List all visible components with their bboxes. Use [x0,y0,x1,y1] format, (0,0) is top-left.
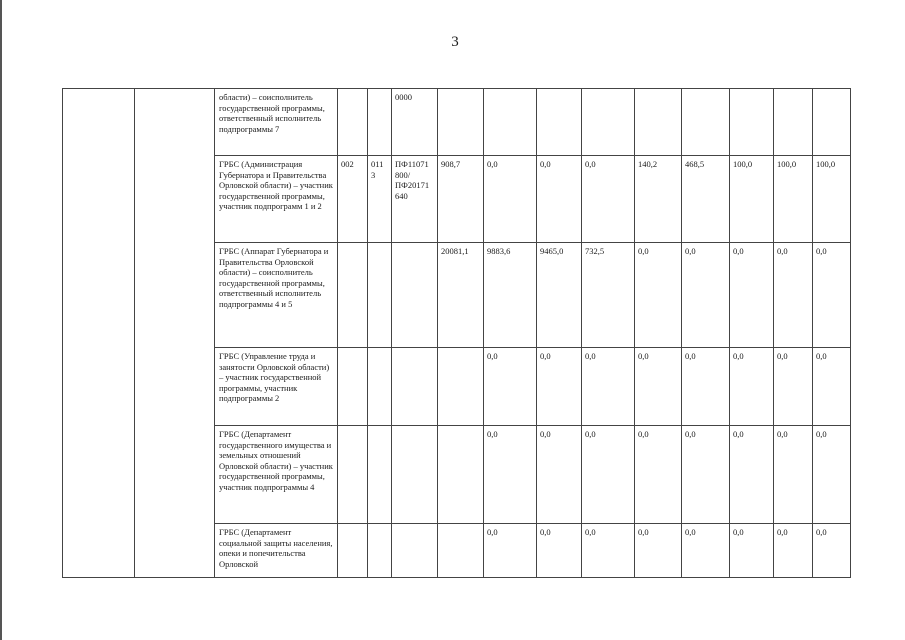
value-cell-9: 100,0 [813,156,851,243]
target-article-cell: ПФ11071 800/ ПФ20171 640 [392,156,438,243]
value-cell-8: 100,0 [774,156,813,243]
value-cell-9 [813,89,851,156]
executor-description-cell: области) – соисполнитель государственной программы, ответственный исполнитель подпрограммы 7 [215,89,338,156]
target-article-cell [392,243,438,348]
value-cell-7 [730,89,774,156]
executor-description-cell: ГРБС (Департамент социальной защиты населения, опеки и попечительства Орловской [215,524,338,578]
value-cell-6 [682,89,730,156]
page-number: 3 [451,34,459,50]
executor-description-cell: ГРБС (Департамент государственного имущества и земельных отношений Орловской области) – участник государственной программы, участник подпрограммы 4 [215,426,338,524]
value-cell-1 [438,426,484,524]
table-row [63,89,851,156]
value-cell-9: 0,0 [813,348,851,426]
value-cell-9: 0,0 [813,524,851,578]
value-cell-1: 20081,1 [438,243,484,348]
value-cell-2: 0,0 [484,524,537,578]
value-cell-3: 0,0 [537,524,582,578]
program-number-cell [63,89,135,578]
value-cell-8 [774,89,813,156]
page-edge [0,0,2,640]
value-cell-7: 0,0 [730,426,774,524]
value-cell-6: 468,5 [682,156,730,243]
value-cell-2: 0,0 [484,426,537,524]
value-cell-4: 0,0 [582,524,635,578]
value-cell-5: 0,0 [635,243,682,348]
value-cell-4: 0,0 [582,156,635,243]
executor-description-cell: ГРБС (Управление труда и занятости Орловской области) – участник государственной программы, участник подпрограммы 2 [215,348,338,426]
value-cell-3: 0,0 [537,348,582,426]
section-code-cell [368,243,392,348]
executor-description-cell: ГРБС (Аппарат Губернатора и Правительства Орловской области) – соисполнитель государственной программы, ответственный исполнитель подпрограммы 4 и 5 [215,243,338,348]
value-cell-6: 0,0 [682,243,730,348]
value-cell-8: 0,0 [774,348,813,426]
value-cell-5 [635,89,682,156]
target-article-cell [392,348,438,426]
value-cell-4: 732,5 [582,243,635,348]
section-code-cell [368,426,392,524]
value-cell-4: 0,0 [582,348,635,426]
value-cell-5: 0,0 [635,524,682,578]
value-cell-6: 0,0 [682,426,730,524]
value-cell-7: 0,0 [730,348,774,426]
executor-description-cell: ГРБС (Администрация Губернатора и Правительства Орловской области) – участник государственной программы, участник подпрограмм 1 и 2 [215,156,338,243]
value-cell-3 [537,89,582,156]
value-cell-2 [484,89,537,156]
value-cell-6: 0,0 [682,524,730,578]
value-cell-5: 140,2 [635,156,682,243]
value-cell-3: 0,0 [537,426,582,524]
value-cell-2: 0,0 [484,156,537,243]
grbs-code-cell: 002 [338,156,368,243]
section-code-cell [368,524,392,578]
value-cell-8: 0,0 [774,524,813,578]
grbs-code-cell [338,426,368,524]
grbs-code-cell [338,89,368,156]
program-name-cell [135,89,215,578]
target-article-cell [392,426,438,524]
section-code-cell [368,89,392,156]
value-cell-1 [438,348,484,426]
value-cell-2: 9883,6 [484,243,537,348]
value-cell-9: 0,0 [813,243,851,348]
grbs-code-cell [338,243,368,348]
value-cell-1 [438,524,484,578]
value-cell-3: 0,0 [537,156,582,243]
value-cell-7: 0,0 [730,243,774,348]
value-cell-5: 0,0 [635,426,682,524]
value-cell-9: 0,0 [813,426,851,524]
value-cell-8: 0,0 [774,426,813,524]
value-cell-6: 0,0 [682,348,730,426]
value-cell-1: 908,7 [438,156,484,243]
budget-table [62,88,851,578]
value-cell-4: 0,0 [582,426,635,524]
section-code-cell: 011 3 [368,156,392,243]
value-cell-7: 100,0 [730,156,774,243]
value-cell-5: 0,0 [635,348,682,426]
target-article-cell: 0000 [392,89,438,156]
target-article-cell [392,524,438,578]
grbs-code-cell [338,524,368,578]
grbs-code-cell [338,348,368,426]
value-cell-4 [582,89,635,156]
value-cell-8: 0,0 [774,243,813,348]
value-cell-2: 0,0 [484,348,537,426]
value-cell-7: 0,0 [730,524,774,578]
value-cell-1 [438,89,484,156]
section-code-cell [368,348,392,426]
value-cell-3: 9465,0 [537,243,582,348]
